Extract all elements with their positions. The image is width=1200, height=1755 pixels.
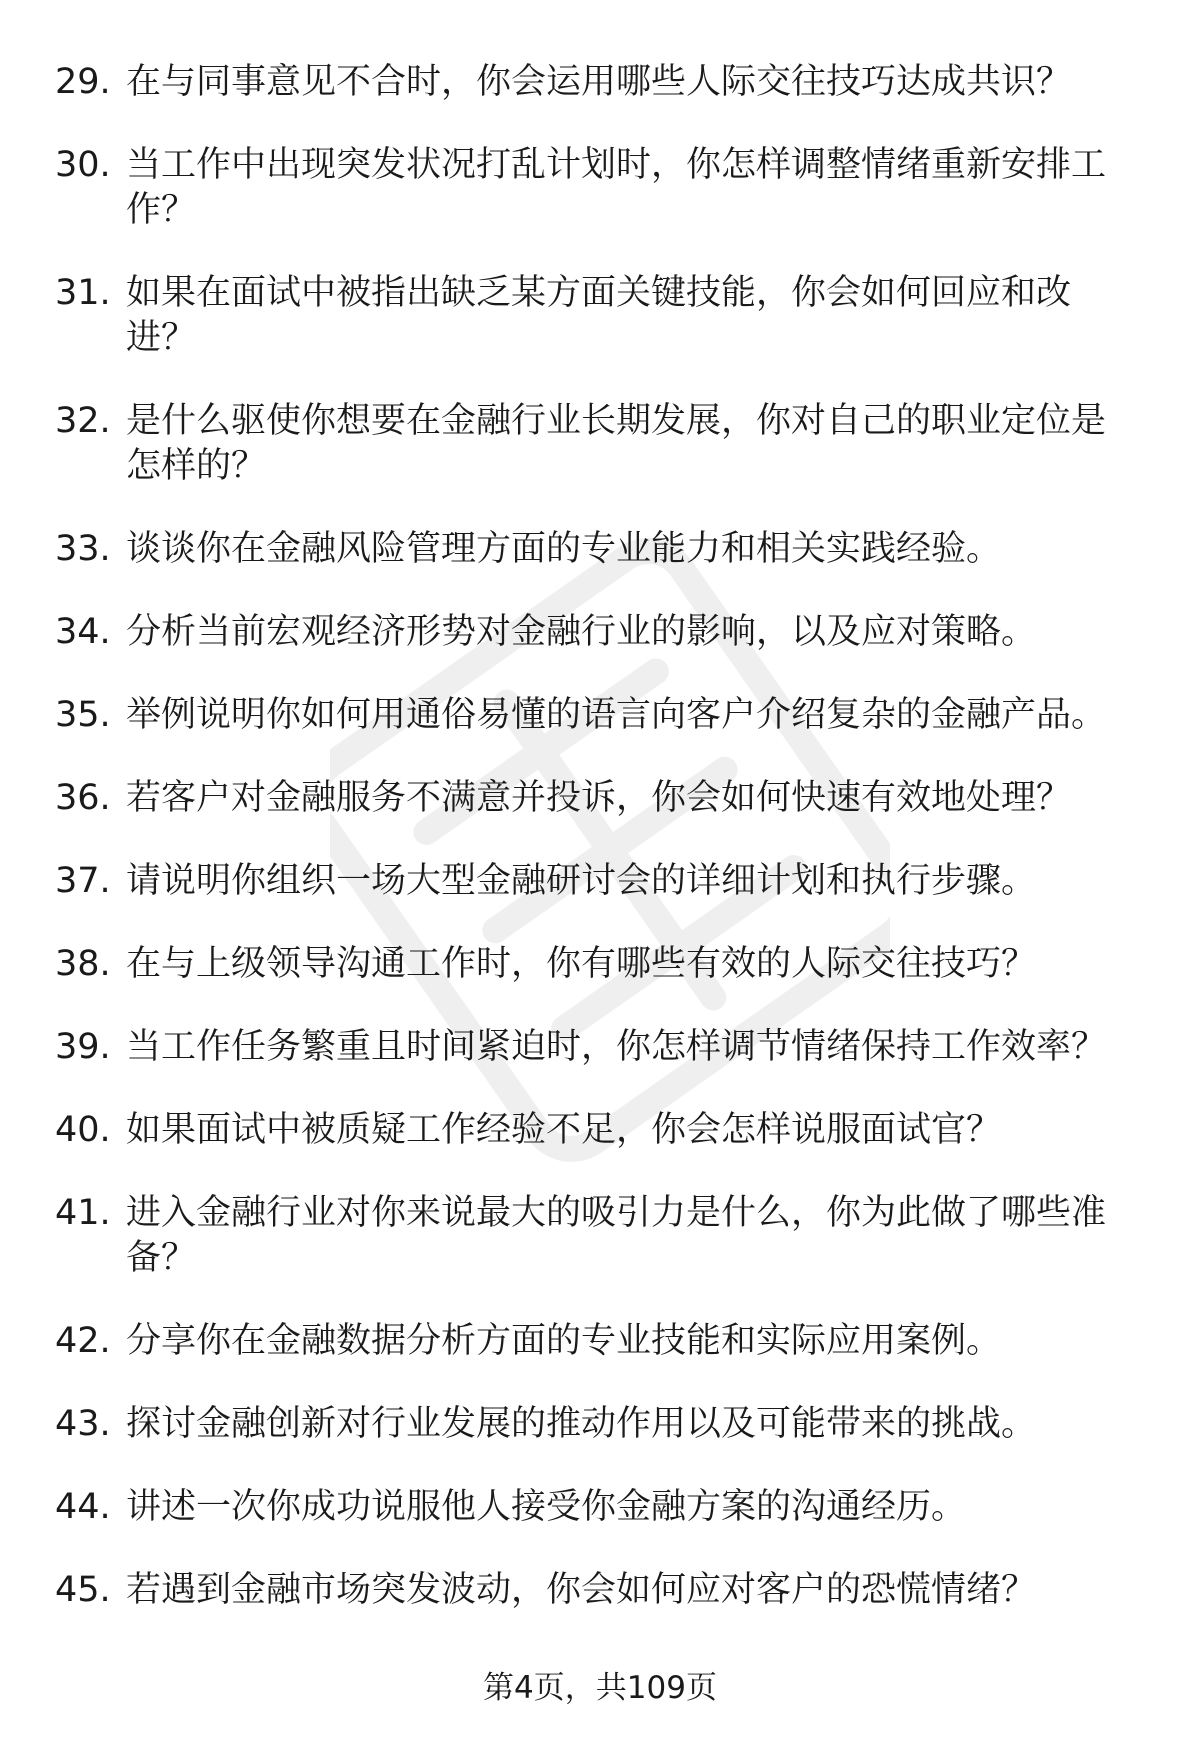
- list-item: [0, 1191, 1200, 1281]
- question-number: 38.: [55, 944, 111, 984]
- list-item: [0, 942, 1200, 987]
- list-item: [0, 143, 1200, 233]
- question-number: 33.: [55, 529, 111, 569]
- question-text: 在与同事意见不合时，你会运用哪些人际交往技巧达成共识？: [126, 62, 1072, 102]
- question-number: 30.: [55, 145, 111, 185]
- question-number: 35.: [55, 695, 111, 735]
- question-text: 如果在面试中被指出缺乏某方面关键技能，你会如何回应和改进？: [126, 273, 1072, 358]
- list-item: [0, 271, 1200, 361]
- question-text: 探讨金融创新对行业发展的推动作用以及可能带来的挑战。: [126, 1404, 1037, 1444]
- question-number: 29.: [55, 62, 111, 102]
- list-item: [0, 1108, 1200, 1153]
- question-text: 谈谈你在金融风险管理方面的专业能力和相关实践经验。: [126, 529, 1002, 569]
- question-number: 32.: [55, 401, 111, 441]
- question-text: 分析当前宏观经济形势对金融行业的影响，以及应对策略。: [126, 612, 1037, 652]
- question-text: 举例说明你如何用通俗易懂的语言向客户介绍复杂的金融产品。: [126, 695, 1107, 735]
- question-number: 43.: [55, 1404, 111, 1444]
- question-text: 当工作中出现突发状况打乱计划时，你怎样调整情绪重新安排工作？: [126, 145, 1107, 230]
- question-number: 41.: [55, 1193, 111, 1233]
- question-list: [0, 60, 1200, 1651]
- question-text: 在与上级领导沟通工作时，你有哪些有效的人际交往技巧？: [126, 944, 1037, 984]
- question-number: 44.: [55, 1487, 111, 1527]
- list-item: [0, 693, 1200, 738]
- question-text: 当工作任务繁重且时间紧迫时，你怎样调节情绪保持工作效率？: [126, 1027, 1107, 1067]
- list-item: [0, 60, 1200, 105]
- question-number: 36.: [55, 778, 111, 818]
- question-text: 如果面试中被质疑工作经验不足，你会怎样说服面试官？: [126, 1110, 1002, 1150]
- question-number: 40.: [55, 1110, 111, 1150]
- list-item: [0, 527, 1200, 572]
- question-text: 讲述一次你成功说服他人接受你金融方案的沟通经历。: [126, 1487, 967, 1527]
- question-number: 45.: [55, 1570, 111, 1610]
- list-item: [0, 1319, 1200, 1364]
- question-number: 42.: [55, 1321, 111, 1361]
- list-item: [0, 610, 1200, 655]
- page-number-footer: 第4页，共109页: [483, 1670, 717, 1706]
- question-text: 请说明你组织一场大型金融研讨会的详细计划和执行步骤。: [126, 861, 1037, 901]
- question-number: 34.: [55, 612, 111, 652]
- question-number: 39.: [55, 1027, 111, 1067]
- question-text: 进入金融行业对你来说最大的吸引力是什么，你为此做了哪些准备？: [126, 1193, 1107, 1278]
- list-item: [0, 1568, 1200, 1613]
- question-number: 31.: [55, 273, 111, 313]
- question-number: 37.: [55, 861, 111, 901]
- list-item: [0, 776, 1200, 821]
- list-item: [0, 1402, 1200, 1447]
- question-text: 若客户对金融服务不满意并投诉，你会如何快速有效地处理？: [126, 778, 1072, 818]
- list-item: [0, 1485, 1200, 1530]
- question-text: 若遇到金融市场突发波动，你会如何应对客户的恐慌情绪？: [126, 1570, 1037, 1610]
- question-text: 分享你在金融数据分析方面的专业技能和实际应用案例。: [126, 1321, 1002, 1361]
- list-item: [0, 399, 1200, 489]
- list-item: [0, 1025, 1200, 1070]
- list-item: [0, 859, 1200, 904]
- question-text: 是什么驱使你想要在金融行业长期发展，你对自己的职业定位是怎样的？: [126, 401, 1107, 486]
